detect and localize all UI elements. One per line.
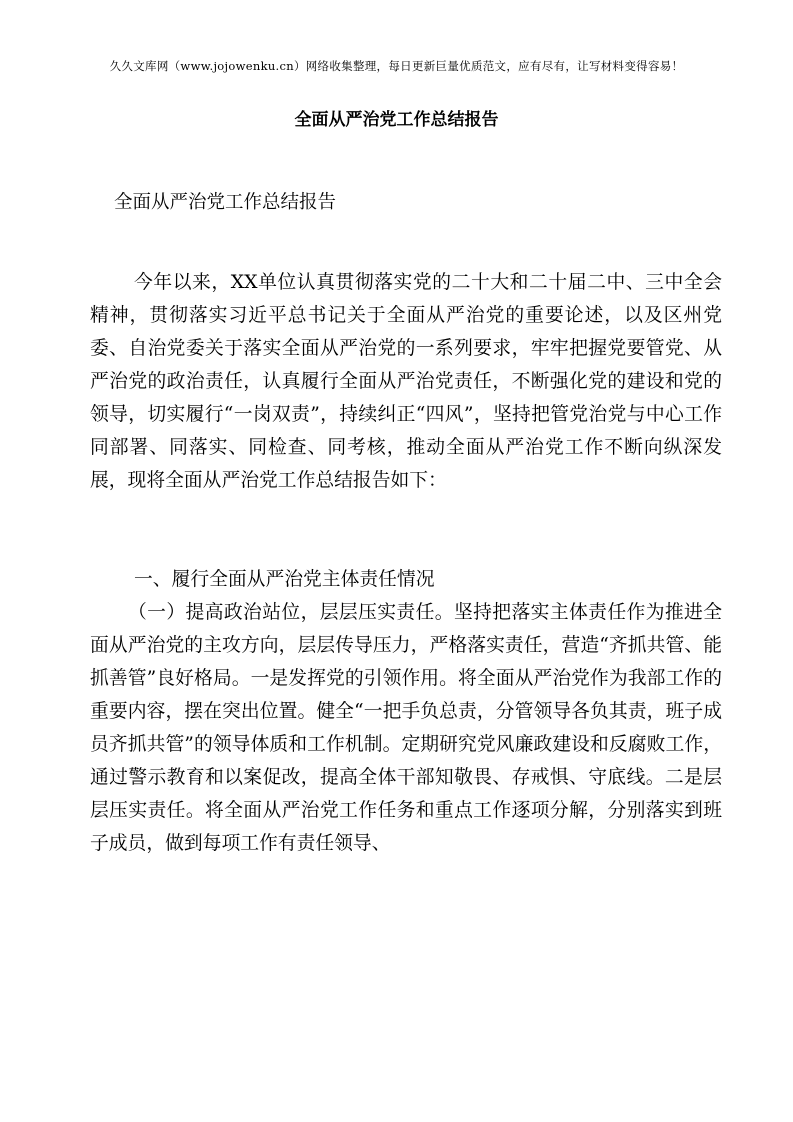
section-heading: 一、履行全面从严治党主体责任情况 [134, 569, 435, 590]
section-paragraph: （一）提高政治站位，层层压实责任。坚持把落实主体责任作为推进全面从严治党的主攻方向，层层传导压力，严格落实责任，营造“齐抓共管、能抓善管”良好格局。一是发挥党的引领作用。将全面从严治党作为我部工作的重要内容，摆在突出位置。健全“一把手负总责，分管领导各负其责，班子成员齐抓共管”的领导体质和工作机制。定期研究党风廉政建设和反腐败工作，通过警示教育和以案促改，提高全体干部知敬畏、存戒惧、守底线。二是层层压实责任。将全面从严治党工作任务和重点工作逐项分解，分别落实到班子成员，做到每项工作有责任领导、 [90, 602, 722, 854]
header-note: 久久文库网（www.jojowenku.cn）网络收集整理，每日更新巨量优质范文，应有尽有，让写材料变得容易！ [109, 59, 684, 73]
intro-paragraph: 今年以来，XX单位认真贯彻落实党的二十大和二十届二中、三中全会精神，贯彻落实习近平总书记关于全面从严治党的重要论述，以及区州党委、自治党委关于落实全面从严治党的一系列要求，牢牢把握党要管党、从严治党的政治责任，认真履行全面从严治党责任，不断强化党的建设和党的领导，切实履行“一岗双责”，持续纠正“四风”，坚持把管党治党与中心工作同部署、同落实、同检查、同考核，推动全面从严治党工作不断向纵深发展，现将全面从严治党工作总结报告如下： [90, 272, 722, 491]
document-title: 全面从严治党工作总结报告 [294, 110, 499, 130]
document-subtitle: 全面从严治党工作总结报告 [114, 192, 337, 213]
